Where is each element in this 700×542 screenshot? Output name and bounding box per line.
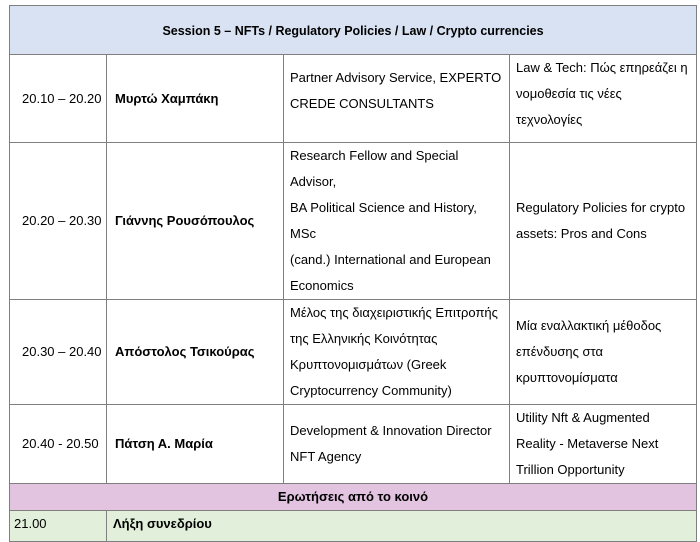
- topic-line: Trillion Opportunity: [516, 462, 625, 477]
- topic-line: κρυπτονομίσματα: [516, 370, 618, 385]
- table-row: [10, 300, 697, 405]
- closing-row: [10, 511, 697, 542]
- qa-row: [10, 484, 697, 511]
- affiliation-line: Research Fellow and Special Advisor,: [290, 148, 459, 189]
- time-slot: 20.30 – 20.40: [10, 300, 107, 405]
- time-slot: 20.10 – 20.20: [10, 55, 107, 143]
- affiliation-line: της Ελληνικής Κοινότητας: [290, 331, 438, 346]
- affiliation-line: Κρυπτονομισμάτων (Greek: [290, 357, 447, 372]
- talk-topic: [510, 405, 697, 484]
- qa-label: Ερωτήσεις από το κοινό: [10, 484, 697, 511]
- affiliation-line: Partner Advisory Service, EXPERTO: [290, 70, 502, 85]
- affiliation-line: (cand.) International and European: [290, 252, 491, 267]
- affiliation-line: Cryptocurrency Community): [290, 383, 452, 398]
- closing-label: Λήξη συνεδρίου: [107, 511, 697, 542]
- topic-line: τεχνολογίες: [516, 112, 583, 127]
- topic-line: Reality - Metaverse Next: [516, 436, 659, 451]
- closing-time: 21.00: [10, 511, 107, 542]
- speaker-affiliation: [284, 143, 510, 300]
- session-title: Session 5 – NFTs / Regulatory Policies / Law / Crypto currencies: [10, 6, 697, 55]
- table-row: [10, 143, 697, 300]
- affiliation-line: Economics: [290, 278, 354, 293]
- affiliation-line: Μέλος της διαχειριστικής Επιτροπής: [290, 305, 498, 320]
- table-row: [10, 405, 697, 484]
- topic-line: assets: Pros and Cons: [516, 226, 647, 241]
- topic-line: νομοθεσία τις νέες: [516, 86, 622, 101]
- affiliation-line: BA Political Science and History, MSc: [290, 200, 477, 241]
- agenda-table: [9, 5, 697, 542]
- talk-topic: [510, 300, 697, 405]
- talk-topic: [510, 143, 697, 300]
- speaker-affiliation: [284, 300, 510, 405]
- speaker-affiliation: [284, 405, 510, 484]
- session-header-row: [10, 6, 697, 55]
- time-slot: 20.20 – 20.30: [10, 143, 107, 300]
- topic-line: Μία εναλλακτική μέθοδος: [516, 318, 662, 333]
- topic-line: Law & Tech: Πώς επηρεάζει η: [516, 60, 688, 75]
- topic-line: Utility Nft & Augmented: [516, 410, 650, 425]
- topic-line: Regulatory Policies for crypto: [516, 200, 686, 215]
- topic-line: επένδυσης στα: [516, 344, 604, 359]
- speaker-name: Γιάννης Ρουσόπουλος: [107, 143, 284, 300]
- affiliation-line: NFT Agency: [290, 449, 362, 464]
- speaker-name: Απόστολος Τσικούρας: [107, 300, 284, 405]
- speaker-name: Μυρτώ Χαμπάκη: [107, 55, 284, 143]
- affiliation-line: CREDE CONSULTANTS: [290, 96, 434, 111]
- affiliation-line: Development & Innovation Director: [290, 423, 492, 438]
- speaker-affiliation: [284, 55, 510, 143]
- table-row: [10, 55, 697, 143]
- time-slot: 20.40 - 20.50: [10, 405, 107, 484]
- talk-topic: [510, 55, 697, 143]
- speaker-name: Πάτση Α. Μαρία: [107, 405, 284, 484]
